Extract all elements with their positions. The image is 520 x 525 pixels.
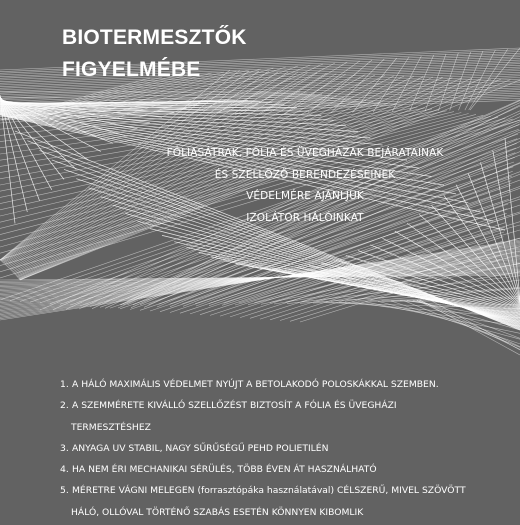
recommendation-line-1: FÓLIASÁTRAK, FÓLIA ÉS ÜVEGHÁZAK BEJÁRATAINAK [166,147,444,159]
recommendation-text [150,143,460,229]
headline-line-2: FIGYELMÉBE [62,58,201,81]
list-item-number: 2. [60,400,69,412]
list-item-number: 5. [60,485,69,497]
feature-list [60,374,510,523]
list-item-number: 3. [60,442,69,454]
list-item [60,438,510,459]
recommendation-line-2: ÉS SZELLŐZŐ BERENDEZÉSEINEK [214,168,396,181]
list-item-text: MÉRETRE VÁGNI MELEGEN (forrasztópáka használatával) CÉLSZERŰ, MIVEL SZÖVÖTT [72,485,466,497]
list-item [60,459,510,480]
recommendation-line-4: IZOLÁTOR HÁLÓINKAT [246,211,364,224]
list-item [60,395,510,416]
headline [62,22,247,86]
list-item-text: A SZEMMÉRETE KIVÁLLÓ SZELLŐZÉST BIZTOSÍT A FÓLIA ÉS ÜVEGHÁZI [72,400,397,412]
list-item [60,480,510,501]
list-item [60,374,510,395]
list-item-text: A HÁLÓ MAXIMÁLIS VÉDELMET NYÚJT A BETOLAKODÓ POLOSKÁKKAL SZEMBEN. [72,379,439,390]
list-item-number: 1. [60,379,69,390]
list-item-text: ANYAGA UV STABIL, NAGY SŰRŰSÉGŰ PEHD POLIETILÉN [72,442,329,454]
headline-line-1: BIOTERMESZTŐK [62,26,247,49]
list-item-continuation: HÁLÓ, OLLÓVAL TÖRTÉNŐ SZABÁS ESETÉN KÖNNYEN KIBOMLIK [71,506,364,518]
recommendation-line-3: VÉDELMÉRE AJÁNLJUK [246,190,364,202]
list-item-number: 4. [60,464,69,476]
list-item-continuation: TERMESZTÉSHEZ [71,421,151,433]
list-item-text: HA NEM ÉRI MECHANIKAI SÉRÜLÉS, TÖBB ÉVEN ÁT HASZNÁLHATÓ [72,464,377,476]
